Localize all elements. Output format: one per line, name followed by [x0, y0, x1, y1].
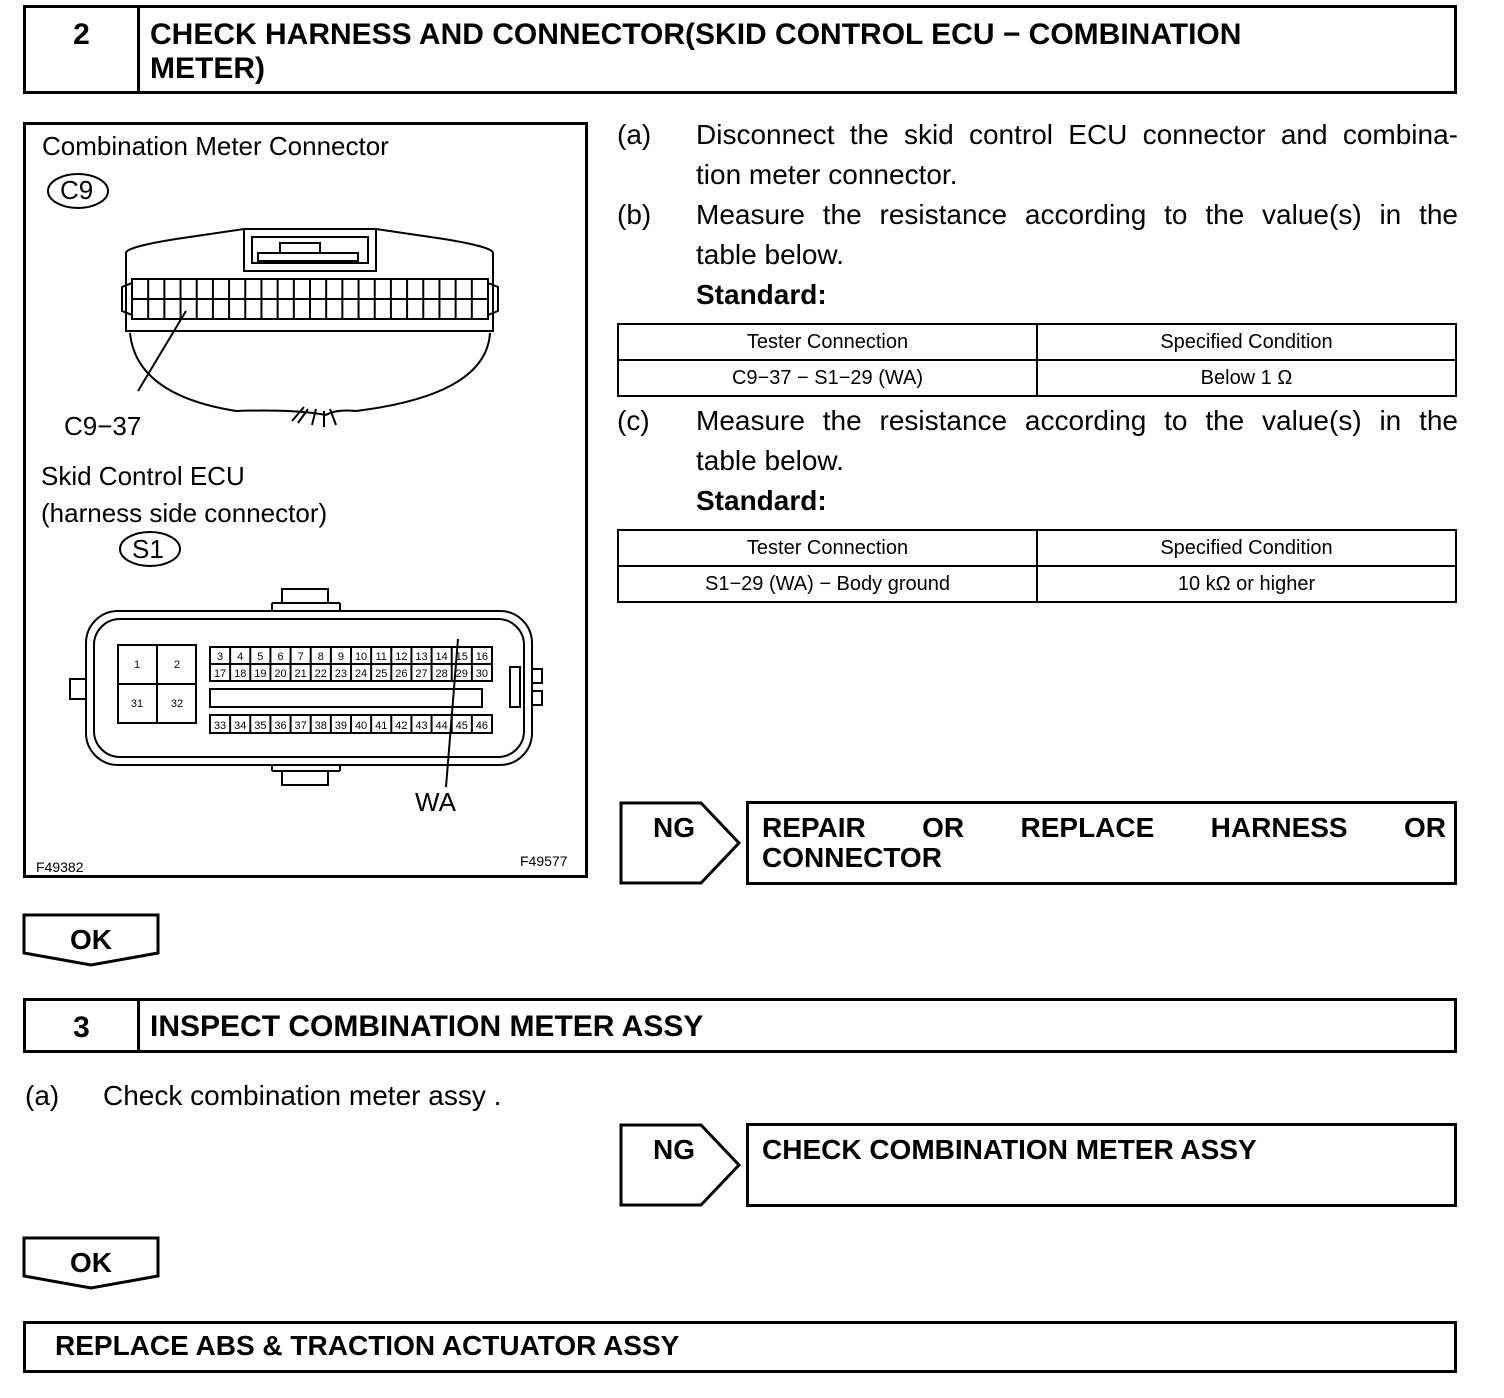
s1-pin-label: 20 — [274, 668, 287, 680]
table2-header-1: Specified Condition — [1037, 530, 1456, 566]
ecu-s1-connector — [70, 589, 542, 787]
s1-pin-label: 18 — [234, 668, 247, 680]
step-b-standard: Standard: — [696, 279, 827, 310]
step2-title-line1: CHECK HARNESS AND CONNECTOR(SKID CONTROL ECU − COMBINATION — [150, 18, 1242, 51]
ok1-label: OK — [70, 924, 112, 955]
step3-a-text: Check combination meter assy . — [103, 1080, 502, 1111]
step2-number: 2 — [73, 18, 90, 51]
step-b-line1: Measure the resistance according to the value(s) in the — [696, 199, 1458, 230]
s1-pin-label: 43 — [415, 720, 428, 732]
s1-pin-label: 35 — [254, 720, 267, 732]
s1-pin-label: 21 — [294, 668, 307, 680]
s1-pin-label: 34 — [234, 720, 247, 732]
s1-pin-label: 4 — [237, 651, 244, 663]
s1-pin-label: 27 — [415, 668, 428, 680]
ok2-label: OK — [70, 1247, 112, 1278]
s1-pin-label: 30 — [475, 668, 489, 680]
s1-pin-label: 8 — [317, 651, 324, 663]
pin-c9-37-label: C9−37 — [64, 411, 142, 441]
combo-connector-id: C9 — [60, 175, 94, 205]
table1-header-0: Tester Connection — [618, 324, 1037, 360]
s1-pin-label: 26 — [395, 668, 408, 680]
step2-title-line2: METER) — [150, 52, 265, 85]
final-action-box — [23, 1321, 1457, 1373]
step-a-line1: Disconnect the skid control ECU connector and combina- — [696, 119, 1458, 150]
ecu-label-line2: (harness side connector) — [41, 498, 328, 528]
ng1-result-line1: REPAIR OR REPLACE HARNESS OR — [762, 812, 1446, 843]
s1-pin-label: 15 — [455, 651, 468, 663]
s1-big-pin-label: 31 — [130, 698, 144, 710]
ecu-label-line1: Skid Control ECU — [41, 461, 245, 491]
c9-oval — [48, 174, 108, 208]
s1-pin-label: 22 — [314, 668, 327, 680]
step-c-line2: table below. — [696, 445, 844, 476]
figure-code-right: F49577 — [520, 853, 568, 869]
table1-cell-1: Below 1 Ω — [1037, 360, 1456, 396]
s1-pin-label: 12 — [395, 651, 408, 663]
connector-drawing — [26, 125, 585, 875]
ng2-result-box — [746, 1123, 1457, 1207]
s1-pin-label: 24 — [354, 668, 368, 680]
table1-header-1: Specified Condition — [1037, 324, 1456, 360]
wire-wa-label: WA — [415, 787, 456, 817]
ng1-result-line2: CONNECTOR — [762, 842, 942, 873]
step-a-letter: (a) — [617, 119, 652, 150]
step2-header — [23, 5, 1457, 94]
step3-a-letter: (a) — [25, 1080, 60, 1111]
spec-table-1 — [617, 323, 1457, 397]
table2-header-0: Tester Connection — [618, 530, 1037, 566]
s1-pin-label: 5 — [257, 651, 264, 663]
step2-divider — [137, 8, 140, 91]
step3-header — [23, 998, 1457, 1053]
s1-pin-label: 16 — [475, 651, 489, 663]
s1-pin-label: 23 — [334, 668, 348, 680]
s1-pin-label: 7 — [297, 651, 304, 663]
s1-big-pin-label: 32 — [170, 698, 184, 710]
step-c-standard: Standard: — [696, 485, 827, 516]
figure-code-left: F49382 — [36, 859, 84, 875]
s1-pin-label: 33 — [213, 720, 227, 732]
s1-pin-label: 46 — [475, 720, 489, 732]
s1-oval — [120, 532, 180, 566]
s1-pin-label: 11 — [375, 651, 387, 663]
s1-pin-label: 44 — [435, 720, 448, 732]
step-b-line2: table below. — [696, 239, 844, 270]
s1-pin-label: 13 — [415, 651, 428, 663]
s1-pin-label: 36 — [274, 720, 287, 732]
s1-pin-label: 45 — [455, 720, 468, 732]
s1-pin-label: 17 — [213, 668, 227, 680]
s1-pin-label: 3 — [217, 651, 224, 663]
s1-pin-label: 38 — [314, 720, 327, 732]
table1-cell-0: C9−37 − S1−29 (WA) — [618, 360, 1037, 396]
step-b-letter: (b) — [617, 199, 652, 230]
table2-cell-0: S1−29 (WA) − Body ground — [618, 566, 1037, 602]
connector-figure — [23, 122, 588, 878]
s1-pin-label: 14 — [435, 651, 448, 663]
s1-pin-label: 28 — [435, 668, 448, 680]
s1-pin-label: 37 — [294, 720, 307, 732]
ng1-tag: NG — [653, 812, 695, 843]
s1-pin-label: 10 — [354, 651, 368, 663]
spec-table-2 — [617, 529, 1457, 603]
final-action-text: REPLACE ABS & TRACTION ACTUATOR ASSY — [55, 1330, 680, 1361]
s1-pin-label: 41 — [375, 720, 388, 732]
ng2-tag: NG — [653, 1134, 695, 1165]
step3-title: INSPECT COMBINATION METER ASSY — [150, 1010, 704, 1043]
step3-divider — [137, 1001, 140, 1050]
s1-pin-label: 42 — [395, 720, 408, 732]
s1-pin-label: 9 — [337, 651, 344, 663]
s1-pin-label: 39 — [334, 720, 348, 732]
step3-number: 3 — [73, 1011, 90, 1044]
ecu-connector-id: S1 — [132, 534, 164, 564]
ng2-result-text: CHECK COMBINATION METER ASSY — [762, 1134, 1257, 1165]
s1-big-pin-label: 1 — [133, 659, 141, 671]
s1-pin-label: 40 — [354, 720, 368, 732]
step-c-line1: Measure the resistance according to the value(s) in the — [696, 405, 1458, 436]
s1-pin-label: 29 — [455, 668, 468, 680]
step-a-line2: tion meter connector. — [696, 159, 958, 190]
ng1-result-box — [746, 801, 1457, 885]
combo-meter-connector — [122, 229, 498, 427]
s1-pin-label: 6 — [277, 651, 284, 663]
table2-cell-1: 10 kΩ or higher — [1037, 566, 1456, 602]
s1-big-pin-label: 2 — [173, 659, 181, 671]
s1-pin-label: 19 — [254, 668, 267, 680]
step-c-letter: (c) — [617, 405, 650, 436]
s1-pin-label: 25 — [375, 668, 388, 680]
combo-meter-label: Combination Meter Connector — [42, 131, 389, 161]
